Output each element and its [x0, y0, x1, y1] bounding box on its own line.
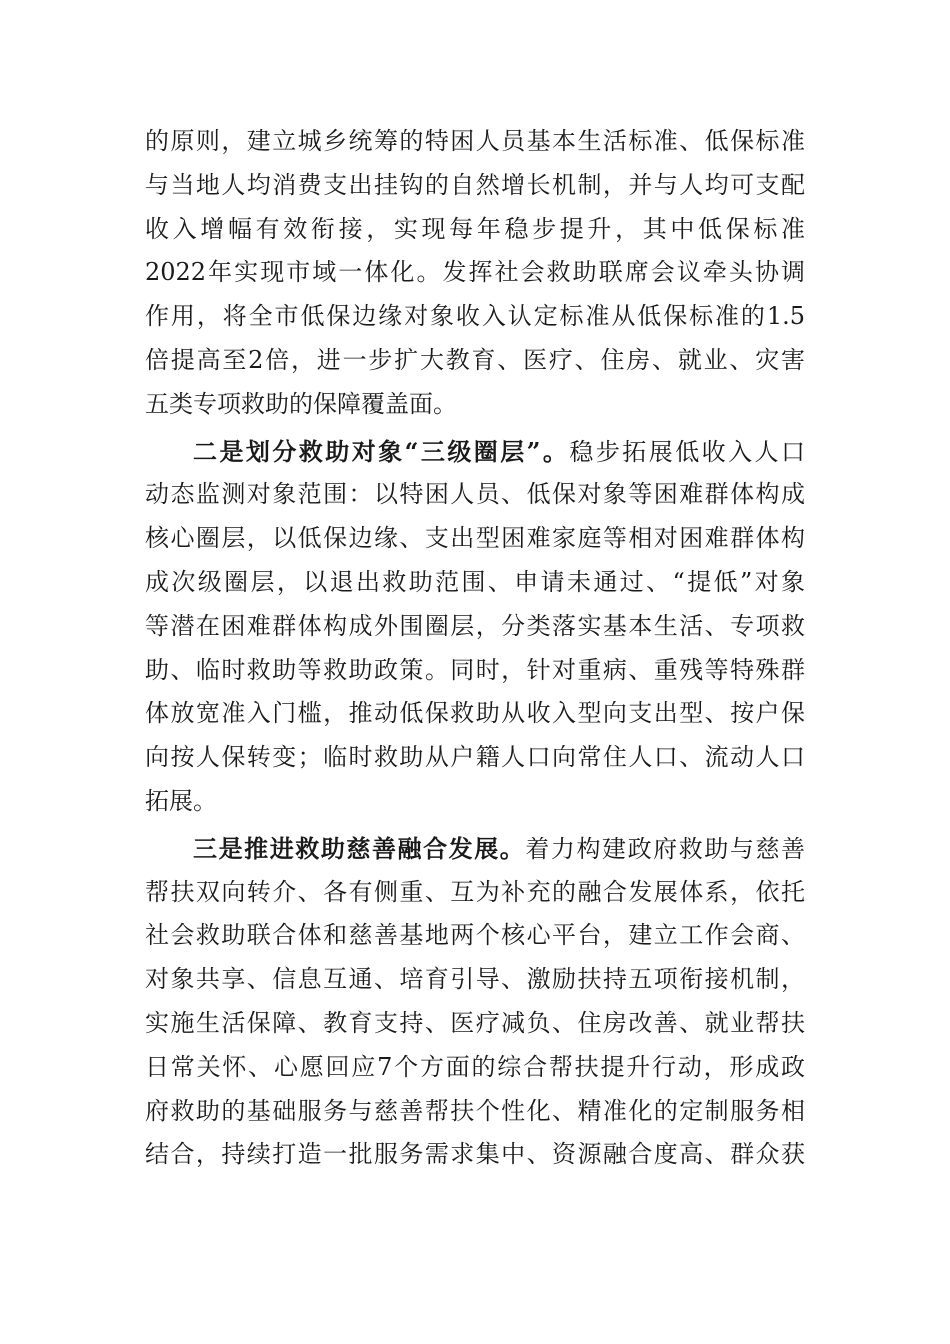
text-line: 与当地人均消费支出挂钩的自然增长机制，并与人均可支配	[145, 170, 805, 199]
text-line: 作用，将全市低保边缘对象收入认定标准从低保标准的1.5	[145, 302, 805, 331]
paragraph-heading: 三是推进救助慈善融合发展。	[193, 833, 526, 863]
body-text	[145, 120, 805, 1177]
text-run: 着力构建政府救助与慈善	[525, 834, 805, 863]
text-line: 拓展。	[145, 786, 217, 815]
paragraph-1	[145, 120, 805, 427]
text-line-first	[145, 430, 805, 474]
text-line: 等潜在困难群体构成外围圈层，分类落实基本生活、专项救	[145, 611, 805, 640]
text-line: 日常关怀、心愿回应7个方面的综合帮扶提升行动，形成政	[145, 1052, 805, 1081]
text-line: 帮扶双向转介、各有侧重、互为补充的融合发展体系，依托	[145, 877, 805, 906]
paragraph-2	[145, 430, 805, 824]
text-line: 助、临时救助等救助政策。同时，针对重病、重残等特殊群	[145, 655, 805, 684]
text-line: 核心圈层，以低保边缘、支出型困难家庭等相对困难群体构	[145, 524, 805, 553]
text-line: 成次级圈层，以退出救助范围、申请未通过、“提低”对象	[145, 567, 805, 596]
text-line: 倍提高至2倍，进一步扩大教育、医疗、住房、就业、灾害	[145, 345, 805, 374]
text-line: 动态监测对象范围：以特困人员、低保对象等困难群体构成	[145, 480, 805, 509]
text-line: 体放宽准入门槛，推动低保救助从收入型向支出型、按户保	[145, 699, 805, 728]
text-line: 的原则，建立城乡统筹的特困人员基本生活标准、低保标准	[145, 127, 805, 155]
text-line-first	[145, 827, 805, 871]
text-line: 对象共享、信息互通、培育引导、激励扶持五项衔接机制，	[145, 965, 805, 994]
paragraph-3	[145, 827, 805, 1177]
text-line: 府救助的基础服务与慈善帮扶个性化、精准化的定制服务相	[145, 1096, 805, 1125]
text-line: 向按人保转变；临时救助从户籍人口向常住人口、流动人口	[145, 743, 805, 772]
text-line: 结合，持续打造一批服务需求集中、资源融合度高、群众获	[145, 1140, 805, 1169]
text-line: 2022年实现市域一体化。发挥社会救助联席会议牵头协调	[145, 258, 805, 287]
paragraph-heading: 二是划分救助对象“三级圈层”。	[193, 436, 570, 466]
text-line: 五类专项救助的保障覆盖面。	[145, 389, 457, 418]
text-line: 实施生活保障、教育支持、医疗减负、住房改善、就业帮扶	[145, 1008, 805, 1037]
text-run: 稳步拓展低收入人口	[569, 437, 805, 466]
text-line: 社会救助联合体和慈善基地两个核心平台，建立工作会商、	[145, 921, 805, 950]
text-line: 收入增幅有效衔接，实现每年稳步提升，其中低保标准	[145, 214, 805, 243]
